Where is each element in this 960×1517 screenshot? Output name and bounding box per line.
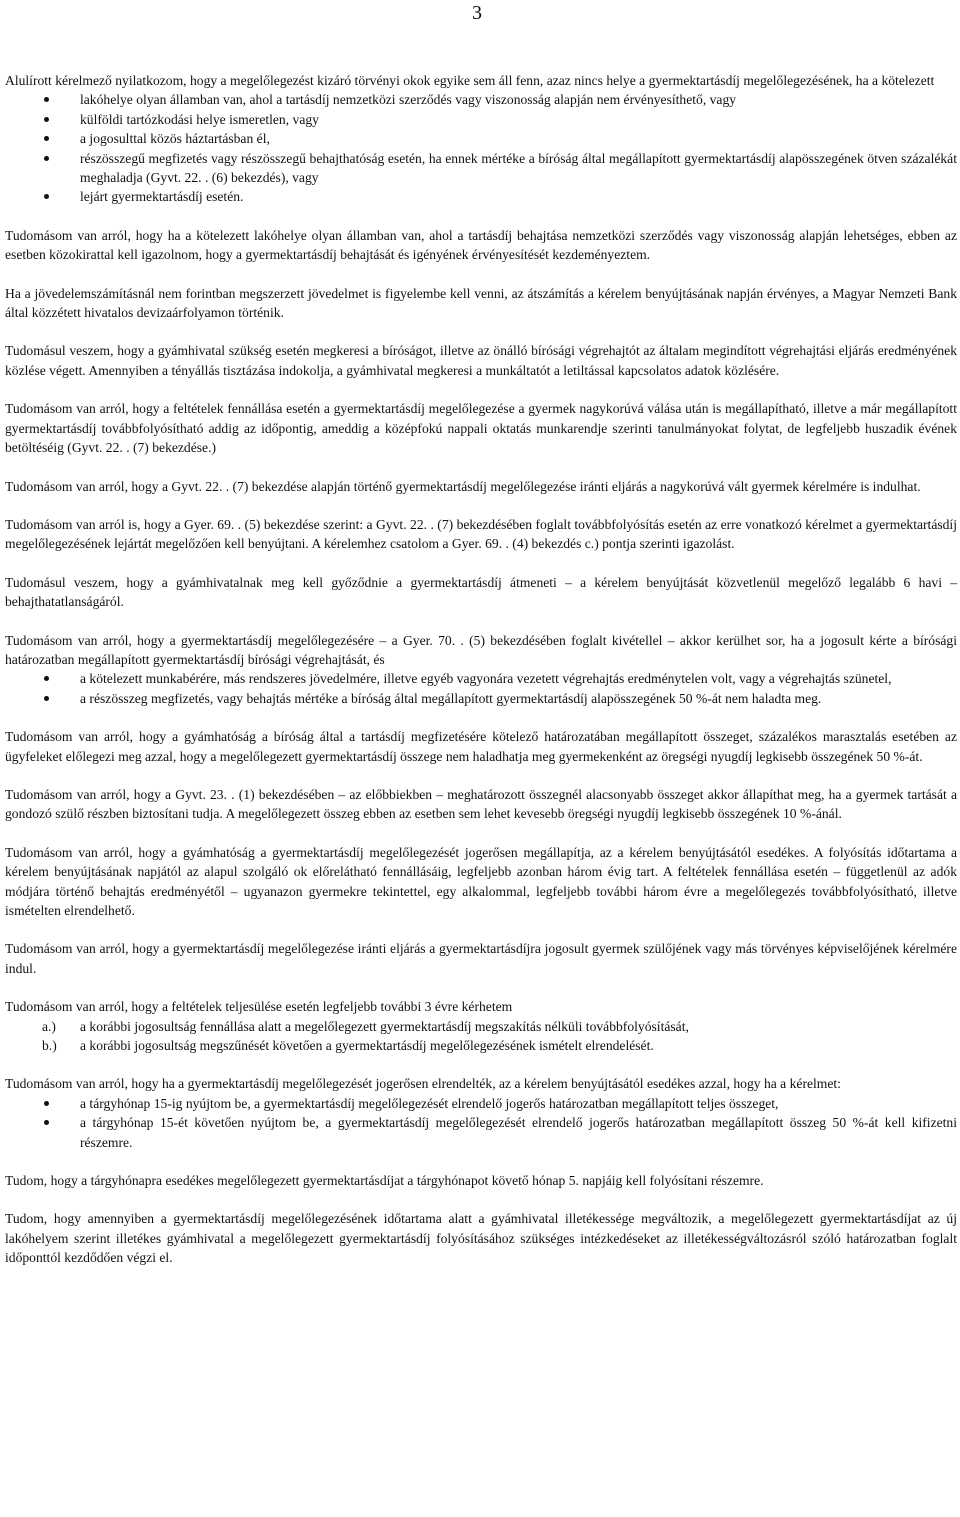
list-marker: a.) — [42, 1018, 56, 1034]
paragraph: Tudomásom van arról, hogy a feltételek fennállása esetén a gyermektartásdíj megelőlegezése a gyermek nagykorúvá válása után is megállapítható, illetve a már megállapított gyermektartásdíj továbbfolyósítható addig az időpontig, ameddig a középfokú nappali oktatás munkarendje szerinti tanulmányokat folytat, de legfeljebb huszadik évének betöltéséig (Gyvt. 22. . (7) bekezdése.) — [5, 401, 957, 456]
list-item: a kötelezett munkabérére, más rendszeres jövedelmére, illetve egyéb vagyonára vezetett végrehajtás eredménytelen volt, vagy a végrehajtás szünetel, — [5, 669, 957, 688]
list-item: a tárgyhónap 15-ét követően nyújtom be, a gyermektartásdíj megelőlegezését elrendelő jogerős határozatban megállapított összeg 50 %-át kell kifizetni részemre. — [5, 1113, 957, 1152]
list-item: részösszegű megfizetés vagy részösszegű behajthatóság esetén, ha ennek mértéke a bíróság által megállapított gyermektartásdíj alapösszegének ötven százalékát meghaladja (Gyvt. 22. . (6) bekezdés), vagy — [5, 149, 957, 188]
paragraph: Tudomásom van arról, hogy a gyermektartásdíj megelőlegezése iránti eljárás a gyermektartásdíjra jogosult gyermek szülőjének vagy más törvényes képviselőjének kérelmére indul. — [5, 941, 957, 976]
list-item: a jogosulttal közös háztartásban él, — [5, 129, 957, 148]
paragraph: Tudomásom van arról, hogy a Gyvt. 22. . (7) bekezdése alapján történő gyermektartásdíj megelőlegezése iránti eljárás a nagykorúvá vált gyermek kérelmére is indulhat. — [5, 478, 921, 494]
extension-intro: Tudomásom van arról, hogy a feltételek teljesülése esetén legfeljebb további 3 évre kérhetem — [5, 999, 513, 1015]
paragraph: Tudom, hogy amennyiben a gyermektartásdíj megelőlegezésének időtartama alatt a gyámhivatal illetékessége megváltozik, a megelőlegezett gyermektartásdíjat az új lakóhelyem szerint illetékes gyámhivatal a megelőlegezett gyermektartásdíj folyósításához szükséges intézkedéseket az illetékességváltozásról szóló határozatban foglalt időponttól kezdődően végzi el. — [5, 1211, 957, 1266]
enforcement-list — [5, 669, 957, 708]
enforcement-intro: Tudomásom van arról, hogy a gyermektartásdíj megelőlegezésére – a Gyer. 70. . (5) bekezdésében foglalt kivétellel – akkor kerülhet sor, ha a jogosult kérte a bírósági határozatban megállapított gyermektartásdíj bírósági végrehajtását, és — [5, 632, 957, 667]
paragraph: Ha a jövedelemszámításnál nem forintban megszerzett jövedelmet is figyelembe kell venni, az átszámítás a kérelem benyújtásának napján érvényes, a Magyar Nemzeti Bank által közzétett hivatalos devizaárfolyamon történik. — [5, 285, 957, 321]
list-item: a részösszeg megfizetés, vagy behajtás mértéke a bíróság által megállapított gyermektartásdíj alapösszegének 50 %-át nem haladta meg. — [5, 689, 957, 708]
page-number: 3 — [472, 2, 482, 24]
list-item: a tárgyhónap 15-ig nyújtom be, a gyermektartásdíj megelőlegezését elrendelő jogerős határozatban megállapított teljes összeget, — [5, 1094, 957, 1113]
paragraph: Tudomásom van arról, hogy a gyámhatóság a bíróság által a tartásdíj megfizetésére kötelező határozatában megállapított összeget, százalékos marasztalás esetében az ügyfeleket előlegezi meg azzal, hogy a megelőlegezett gyermektartásdíj összege nem haladhatja meg gyermekenként az öregségi nyugdíj legkisebb összegének 50 %-át. — [5, 729, 957, 764]
paragraph: Tudomásom van arról, hogy a Gyvt. 23. . (1) bekezdésében – az előbbiekben – meghatározott összegnél alacsonyabb összeget akkor állapíthat meg, ha a gyermek tartását a gondozó szülő részben biztosítani tudja. A megelőlegezett összeg ebben az esetben sem lehet kevesebb öregségi nyugdíj legkisebb összegének 10 %-ánál. — [5, 786, 957, 822]
list-item-text: a korábbi jogosultság fennállása alatt a megelőlegezett gyermektartásdíj megszakítás nélküli továbbfolyósítását, — [80, 1018, 689, 1034]
paragraph: Tudomásom van arról is, hogy a Gyer. 69. . (5) bekezdése szerint: a Gyvt. 22. . (7) bekezdésében foglalt továbbfolyósítás esetén az erre vonatkozó kérelmet a gyermektartásdíj megelőlegezésének lejártát megelőzően kell benyújtani. A kérelemhez csatolom a Gyer. 69. . (4) bekezdés c.) pontja szerinti igazolást. — [5, 516, 957, 552]
payment-intro: Tudomásom van arról, hogy ha a gyermektartásdíj megelőlegezését jogerősen elrendelték, az a kérelem benyújtásától esedékes azzal, hogy ha a kérelmet: — [5, 1076, 841, 1092]
list-item — [5, 1036, 957, 1055]
list-item-text: a korábbi jogosultság megszűnését követően a gyermektartásdíj megelőlegezésének ismételt elrendelését. — [80, 1038, 654, 1054]
list-item: lakóhelye olyan államban van, ahol a tartásdíj nemzetközi szerződés vagy viszonosság alapján nem érvényesíthető, vagy — [5, 90, 957, 109]
payment-list — [5, 1094, 957, 1152]
paragraph: Tudomásul veszem, hogy a gyámhivatal szükség esetén megkeresi a bíróságot, illetve az önálló bírósági végrehajtót az általam megindított végrehajtási eljárás eredményének közlése végett. Amennyiben a tényállás tisztázása indokolja, a gyámhivatal megkeresi a munkáltatót a letiltással kapcsolatos adatok közlésére. — [5, 343, 957, 378]
paragraph: Tudomásom van arról, hogy ha a kötelezett lakóhelye olyan államban van, ahol a tartásdíj behajtása nemzetközi szerződés vagy viszonosság alapján lehetséges, ebben az esetben közokirattal kell igazolnom, hogy a gyermektartásdíj behajtását és igényének érvényesítését kezdeményeztem. — [5, 227, 957, 263]
list-marker: b.) — [42, 1038, 57, 1054]
paragraph: Tudomásul veszem, hogy a gyámhivatalnak meg kell győződnie a gyermektartásdíj átmeneti – a kérelem benyújtását közvetlenül megelőző legalább 6 havi – behajthatatlanságáról. — [5, 574, 957, 610]
list-item: külföldi tartózkodási helye ismeretlen, vagy — [5, 110, 957, 129]
declaration-intro: Alulírott kérelmező nyilatkozom, hogy a megelőlegezést kizáró törvényi okok egyike sem áll fenn, azaz nincs helye a gyermektartásdíj megelőlegezésének, ha a kötelezett — [5, 73, 935, 88]
list-item: lejárt gyermektartásdíj esetén. — [5, 187, 957, 206]
paragraph: Tudomásom van arról, hogy a gyámhatóság a gyermektartásdíj megelőlegezését jogerősen megállapítja, az a kérelem benyújtásától esedékes. A folyósítás időtartama a kérelem benyújtásának napjától az alapul szolgáló ok előrelátható fennállásáig, legfeljebb azonban három évig tart. A feltételek fennállása esetén – függetlenül az adók módjára történő behajtás eredményétől – ugyanazon gyermekre tekintettel, egy alkalommal, legfeljebb további három évre a megelőlegezés továbbfolyósítható, illetve ismételten elrendelhető. — [5, 844, 957, 918]
exclusion-list — [5, 90, 957, 206]
extension-list — [5, 1017, 957, 1056]
paragraph: Tudom, hogy a tárgyhónapra esedékes megelőlegezett gyermektartásdíjat a tárgyhónapot követő hónap 5. napjáig kell folyósítani részemre. — [5, 1173, 764, 1189]
document-body — [5, 71, 957, 1287]
list-item — [5, 1017, 957, 1036]
